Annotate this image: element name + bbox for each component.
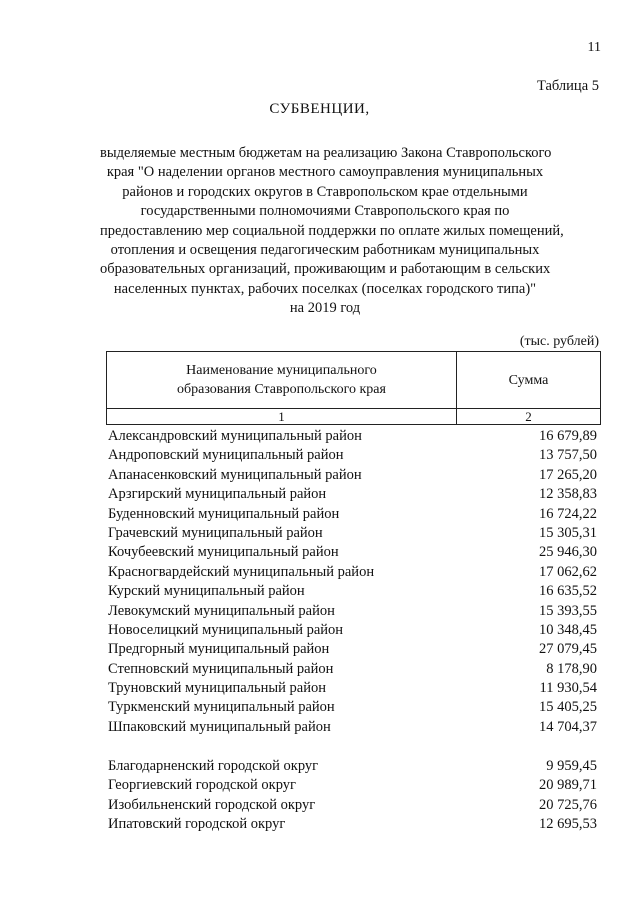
table-row [108,718,597,737]
header-name-column [107,352,457,409]
table-row [108,776,597,795]
row-name: Кочубеевский муниципальный район [108,544,339,561]
row-amount: 20 989,71 [539,777,597,794]
column-number-1: 1 [107,409,457,425]
row-name: Новоселицкий муниципальный район [108,621,344,638]
rayon-rows [108,427,597,737]
row-amount: 8 178,90 [546,660,597,677]
row-name: Благодарненский городской округ [108,758,319,774]
row-name: Предгорный муниципальный район [108,641,330,658]
row-name: Красногвардейский муниципальный район [108,563,375,580]
row-name: Апанасенковский муниципальный район [108,466,362,483]
table-label: Таблица 5 [536,78,599,94]
description-line: предоставлению мер социальной поддержки по оплате жилых помещений, [100,222,564,239]
table-row [108,446,597,465]
row-name: Ипатовский городской округ [108,816,286,833]
row-name: Курский муниципальный район [108,583,305,600]
table-row [108,563,597,582]
header-amount-column: Сумма [457,352,601,409]
description-line: районов и городских округов в Ставропольском крае отдельными [122,183,528,200]
description-line: образовательных организаций, проживающим и работающим в сельских [100,261,551,278]
row-amount: 16 724,22 [539,505,597,522]
description-line: населенных пунктах, рабочих поселках (поселках городского типа)" [113,280,537,297]
description-line: государственными полномочиями Ставропольского края по [140,203,510,220]
row-amount: 14 704,37 [539,718,597,735]
row-name: Шпаковский муниципальный район [108,718,331,735]
row-amount: 25 946,30 [539,544,597,561]
table-row [108,698,597,717]
okrug-rows [108,757,597,835]
table-row [108,427,597,446]
row-name: Александровский муниципальный район [108,428,362,444]
row-amount: 12 358,83 [539,486,597,503]
table-row [108,524,597,543]
table-row [108,543,597,562]
header-name-line-1: Наименование муниципального [186,363,377,378]
description-line: на 2019 год [289,300,361,317]
description-line: отопления и освещения педагогическим работникам муниципальных [110,242,540,259]
row-name: Степновский муниципальный район [108,660,334,677]
table-row [108,660,597,679]
row-amount: 13 757,50 [539,447,597,464]
row-name: Грачевский муниципальный район [108,524,323,541]
column-number-2: 2 [457,409,601,425]
table-row [108,679,597,698]
row-amount: 17 265,20 [539,466,597,483]
document-description [100,144,564,319]
table-row [108,757,597,776]
table-row [108,505,597,524]
row-amount: 10 348,45 [539,621,597,638]
row-name: Арзгирский муниципальный район [108,486,327,503]
row-name: Туркменский муниципальный район [108,699,335,716]
table-row [108,640,597,659]
row-amount: 15 393,55 [539,602,597,619]
description-line: выделяемые местным бюджетам на реализацию Закона Ставропольского [100,145,552,161]
description-line: края "О наделении органов местного самоуправления муниципальных [106,164,544,181]
row-name: Труновский муниципальный район [108,680,326,697]
row-amount: 27 079,45 [539,641,597,658]
row-name: Андроповский муниципальный район [108,447,344,464]
row-amount: 12 695,53 [539,816,597,833]
row-amount: 17 062,62 [539,563,597,580]
units-label: (тыс. рублей) [519,334,599,349]
row-amount: 15 405,25 [539,699,597,716]
row-amount: 9 959,45 [546,758,597,774]
row-amount: 16 679,89 [539,428,597,444]
table-row [108,621,597,640]
row-name: Буденновский муниципальный район [108,505,340,522]
row-amount: 11 930,54 [539,680,597,697]
table-header [106,351,601,425]
table-row [108,466,597,485]
row-amount: 20 725,76 [539,796,597,813]
table-row [108,485,597,504]
document-title: СУБВЕНЦИИ, [269,101,370,117]
table-row [108,796,597,815]
row-amount: 16 635,52 [539,583,597,600]
header-name-line-2: образования Ставропольского края [177,382,386,397]
table-row [108,602,597,621]
row-name: Левокумский муниципальный район [108,602,335,619]
row-amount: 15 305,31 [539,524,597,541]
row-name: Изобильненский городской округ [108,796,316,813]
row-name: Георгиевский городской округ [108,777,296,794]
table-row [108,582,597,601]
table-row [108,815,597,834]
page-number: 11 [587,40,601,55]
